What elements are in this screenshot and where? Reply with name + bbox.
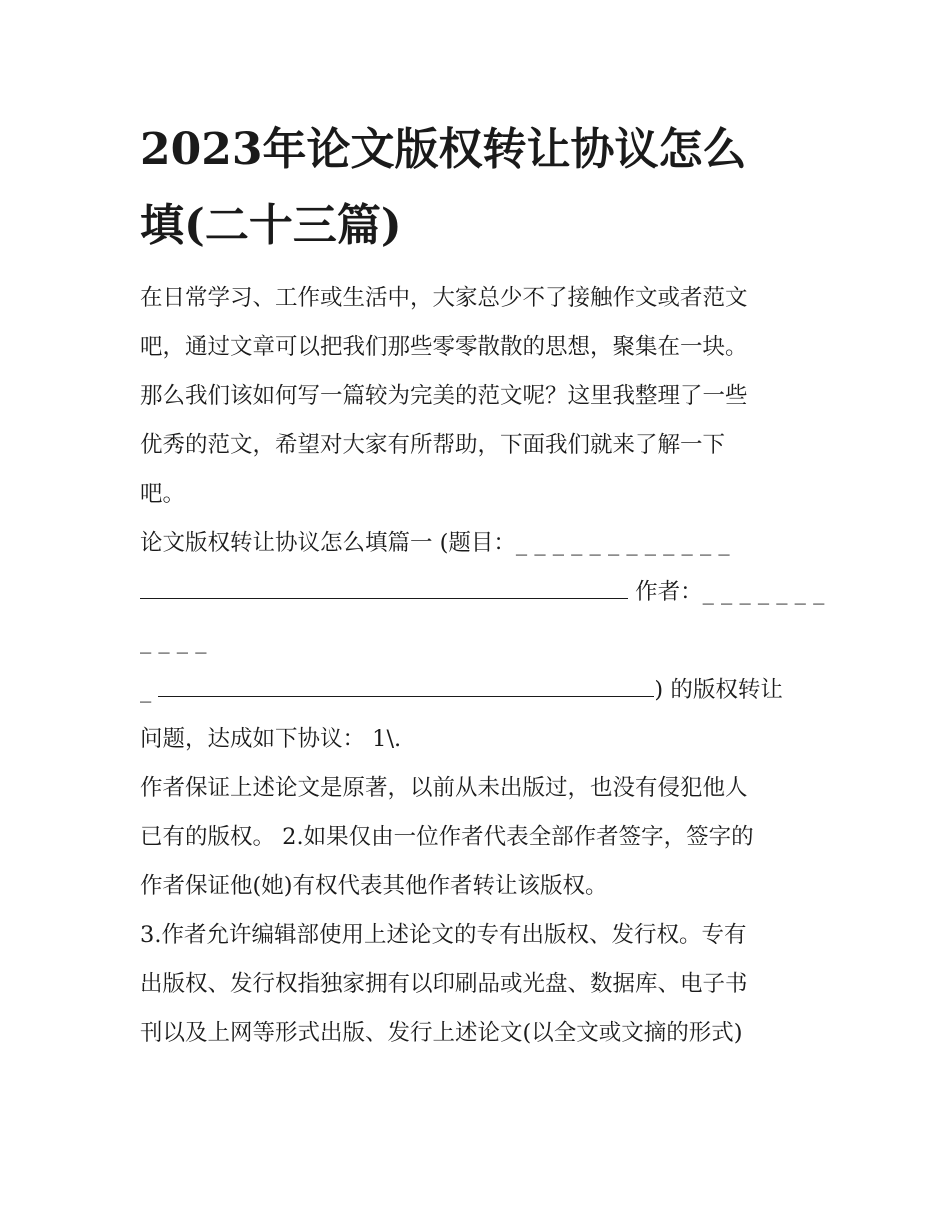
text-line: 刊以及上网等形式出版、发行上述论文(以全文或文摘的形式) — [140, 1020, 743, 1046]
agreement-header — [140, 519, 825, 764]
copyright-label: ) 的版权转让 — [654, 677, 783, 703]
blank-prefix: _ — [140, 677, 159, 703]
title-blank-underline — [140, 584, 628, 599]
agreement-title-line: 论文版权转让协议怎么填篇一 (题目：_ _ _ _ _ _ _ _ _ _ _ _ — [140, 530, 730, 556]
text-line: 优秀的范文，希望对大家有所帮助，下面我们就来了解一下 — [140, 432, 726, 458]
text-line: 那么我们该如何写一篇较为完美的范文呢？这里我整理了一些 — [140, 383, 748, 409]
author-blank-line — [140, 568, 825, 617]
author-label: 作者：_ _ _ _ _ _ _ — [628, 579, 825, 605]
document-title — [140, 112, 812, 264]
text-line: 吧，通过文章可以把我们那些零零散散的思想，聚集在一块。 — [140, 334, 748, 360]
text-line: 吧。 — [140, 481, 186, 507]
copyright-line — [140, 666, 812, 715]
document-page — [140, 112, 825, 1058]
author-blank-underline — [158, 682, 654, 697]
clauses-paragraph — [140, 764, 812, 1058]
agreement-intro-line: 问题，达成如下协议： 1\. — [140, 726, 402, 752]
intro-paragraph — [140, 274, 812, 519]
text-line: 已有的版权。 2.如果仅由一位作者代表全部作者签字，签字的 — [140, 824, 754, 850]
author-blank-continuation: _ _ _ _ — [140, 628, 207, 654]
title-line: 填(二十三篇) — [140, 200, 402, 251]
text-line: 作者保证他(她)有权代表其他作者转让该版权。 — [140, 873, 608, 899]
text-line: 在日常学习、工作或生活中，大家总少不了接触作文或者范文 — [140, 285, 748, 311]
text-line: 出版权、发行权指独家拥有以印刷品或光盘、数据库、电子书 — [140, 971, 748, 997]
text-line: 作者保证上述论文是原著，以前从未出版过，也没有侵犯他人 — [140, 775, 748, 801]
title-line: 2023年论文版权转让协议怎么 — [140, 124, 747, 175]
text-line: 3.作者允许编辑部使用上述论文的专有出版权、发行权。专有 — [140, 922, 747, 948]
